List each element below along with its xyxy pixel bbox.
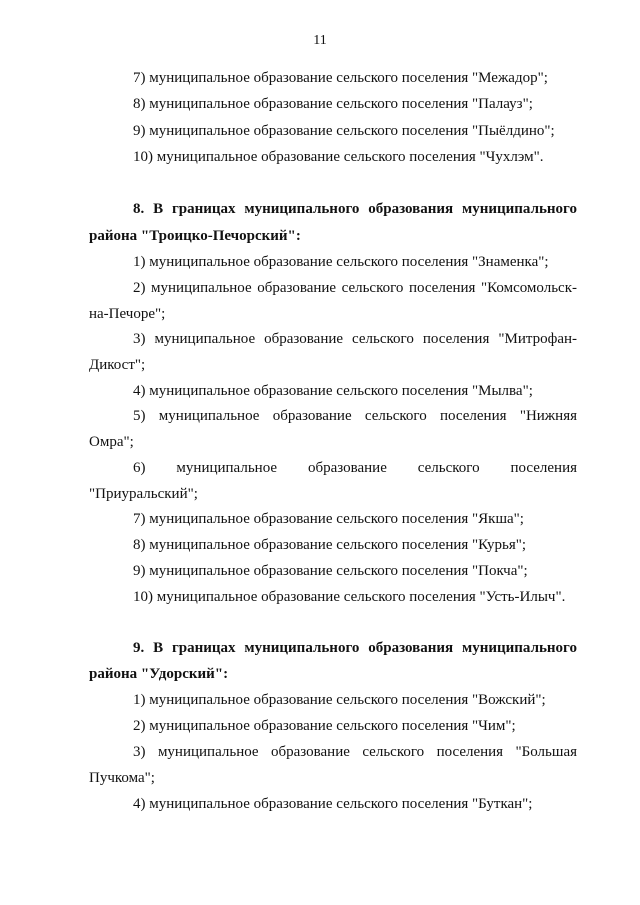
list-item: 3) муниципальное образование сельского поселения "Большая [133, 744, 577, 760]
list-item: 1) муниципальное образование сельского поселения "Знаменка"; [133, 254, 549, 270]
list-item: 10) муниципальное образование сельского поселения "Чухлэм". [133, 149, 544, 165]
list-item-cont: Пучкома"; [89, 770, 155, 786]
list-item: 6) муниципальное образование сельского поселения [133, 460, 577, 476]
list-item-cont: Омра"; [89, 434, 134, 450]
list-item: 4) муниципальное образование сельского поселения "Буткан"; [133, 796, 533, 812]
list-item: 8) муниципальное образование сельского поселения "Палауз"; [133, 96, 533, 112]
list-item: 3) муниципальное образование сельского поселения "Митрофан- [133, 331, 577, 347]
list-item: 9) муниципальное образование сельского поселения "Пыёлдино"; [133, 123, 555, 139]
list-item-cont: "Приуральский"; [89, 486, 198, 502]
list-item: 2) муниципальное образование сельского поселения "Чим"; [133, 718, 516, 734]
list-item: 2) муниципальное образование сельского поселения "Комсомольск- [133, 280, 577, 296]
list-item: 7) муниципальное образование сельского поселения "Якша"; [133, 511, 524, 527]
list-item-cont: на-Печоре"; [89, 306, 166, 322]
section-heading-cont: района "Удорский": [89, 666, 229, 682]
list-item: 1) муниципальное образование сельского поселения "Вожский"; [133, 692, 546, 708]
section-heading: 8. В границах муниципального образования муниципального [133, 201, 577, 217]
list-item: 9) муниципальное образование сельского поселения "Покча"; [133, 563, 528, 579]
list-item: 7) муниципальное образование сельского поселения "Межадор"; [133, 70, 548, 86]
list-item: 4) муниципальное образование сельского поселения "Мылва"; [133, 383, 533, 399]
list-item: 5) муниципальное образование сельского поселения "Нижняя [133, 408, 577, 424]
list-item-cont: Дикост"; [89, 357, 146, 373]
page-number: 11 [313, 33, 327, 48]
list-item: 10) муниципальное образование сельского поселения "Усть-Илыч". [133, 589, 566, 605]
list-item: 8) муниципальное образование сельского поселения "Курья"; [133, 537, 527, 553]
section-heading-cont: района "Троицко-Печорский": [89, 228, 301, 244]
section-heading: 9. В границах муниципального образования муниципального [133, 640, 577, 656]
